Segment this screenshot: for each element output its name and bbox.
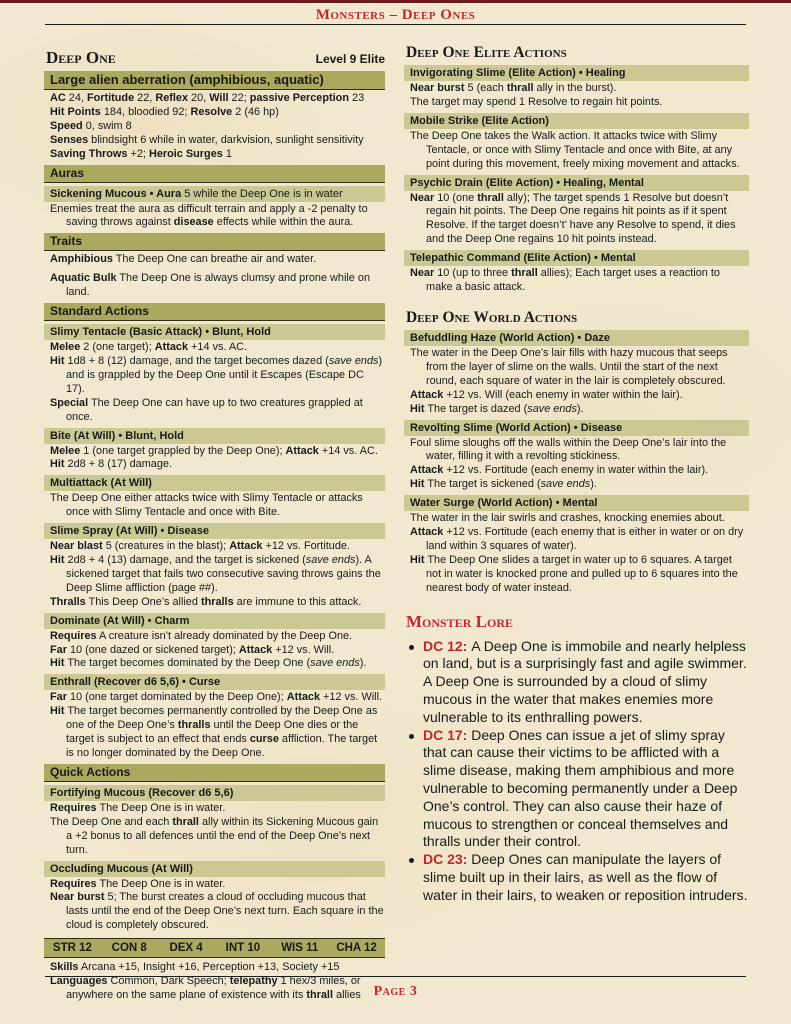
ability-score-int: INT 10 (225, 942, 261, 955)
body-line: Attack +12 vs. Will (each enemy in water within the lair). (410, 388, 683, 401)
body-line: Melee 1 (one target grappled by the Deep One); Attack +14 vs. AC. (50, 444, 378, 457)
section-header-bar: Traits (44, 233, 385, 251)
ability-scores-row (44, 938, 385, 958)
body-line: The Deep One takes the Walk action. It attacks twice with Slimy Tentacle, or once with Slimy Tentacle and once with Bite, at any point during this movement, freely mixing movement and attacks. (410, 129, 740, 170)
ability-header-bar: Dominate (At Will) • Charm (44, 613, 385, 629)
page-header-title: Monsters – Deep Ones (315, 7, 476, 23)
body-line: The Deep One either attacks twice with Slimy Tentacle or attacks once with Slimy Tentacle and once with Bite. (50, 492, 363, 519)
ability-header-bar: Telepathic Command (Elite Action) • Mental (404, 250, 749, 266)
page-top-border (0, 0, 791, 3)
bullet-icon (409, 645, 414, 650)
ability-header-bar: Multiattack (At Will) (44, 475, 385, 491)
ability-score-wis: WIS 11 (281, 942, 319, 955)
body-line: Attack +12 vs. Fortitude (each enemy in water within the lair). (410, 464, 709, 477)
lore-text: DC 17: Deep Ones can issue a jet of slimy spray that can cause their victims to be afflicted with a slime disease, making them amphibious and more vulnerable to becoming permanently under a Deep One’s control. They can also cause their haze of mucous to strengthen or conceal themselves and thralls under their control. (423, 726, 738, 850)
body-line: Senses blindsight 6 while in water, darkvision, sunlight sensitivity (50, 133, 364, 146)
body-line: Amphibious The Deep One can breathe air and water. (50, 253, 317, 266)
ability-header-bar: Enthrall (Recover d6 5,6) • Curse (44, 674, 385, 690)
lore-text: DC 23: Deep Ones can manipulate the layers of slime built up in their lairs, as well as the flow of water in their lairs, to weaken or reposition intruders. (423, 851, 748, 903)
ability-score-dex: DEX 4 (169, 942, 203, 955)
body-line: Special The Deep One can have up to two creatures grappled at once. (50, 396, 363, 423)
stat-block-column (44, 48, 385, 1003)
bullet-icon (409, 734, 414, 739)
body-line: Hit The target becomes dominated by the Deep One (save ends). (50, 657, 367, 670)
monster-lore-heading: Monster Lore (406, 611, 513, 631)
body-line: The Deep One and each thrall ally within its Sickening Mucous gain a +2 bonus to all defences until the end of the Deep One’s next turn. (50, 815, 379, 856)
body-line: Speed 0, swim 8 (50, 119, 132, 132)
body-line: Languages Common, Dark Speech; telepathy 1 hex/3 miles, or anywhere on the same plane of existence with its thrall allies (50, 975, 361, 1001)
body-line: Hit 2d8 + 8 (17) damage. (50, 458, 172, 471)
monster-type-bar: Large alien aberration (amphibious, aquatic) (44, 71, 385, 90)
lore-text: DC 12: A Deep One is immobile and nearly helpless on land, but is a surprisingly fast and agile swimmer. A Deep One is surrounded by a cloud of slimy mucous in the water that makes enemies more vulnerable to its enthralling powers. (423, 637, 747, 725)
body-line: AC 24, Fortitude 22, Reflex 20, Will 22; passive Perception 23 (50, 92, 365, 104)
body-line: Foul slime sloughs off the walls within the Deep One’s lair into the water, filling it with a revolting stickiness. (410, 436, 727, 463)
body-line: The water in the lair swirls and crashes, knocking enemies about. (410, 512, 725, 525)
lore-dc-label: DC 12: (423, 637, 472, 654)
body-line: Far 10 (one target dominated by the Deep One); Attack +12 vs. Will. (50, 691, 383, 704)
body-line: Thralls This Deep One’s allied thralls are immune to this attack. (50, 595, 362, 608)
body-line: Requires The Deep One is in water. (50, 877, 226, 890)
body-line: Near 10 (one thrall ally); The target spends 1 Resolve but doesn’t regain hit points. The Deep One regains hit points as if it spent Resolve. If the target doesn’t’ have any Resolve to spend, it dies and the Deep One regains 10 hit points instead. (410, 191, 736, 246)
ability-header-bar: Sickening Mucous • Aura 5 while the Deep One is in water (44, 186, 385, 202)
monster-level: Level 9 Elite (315, 52, 385, 66)
body-line: Requires A creature isn’t already dominated by the Deep One. (50, 629, 353, 642)
lore-item (404, 851, 749, 904)
body-line: Hit 1d8 + 8 (12) damage, and the target becomes dazed (save ends) and is grappled by the Deep One until it Escapes (Escape DC 17). (50, 354, 383, 395)
body-line: Far 10 (one dazed or sickened target); Attack +12 vs. Will. (50, 643, 335, 656)
page-footer (0, 982, 791, 1000)
body-line: Hit The target is dazed (save ends). (410, 402, 584, 415)
ability-header-bar: Fortifying Mucous (Recover d6 5,6) (44, 785, 385, 801)
ability-header-bar: Befuddling Haze (World Action) • Daze (404, 330, 749, 346)
lore-dc-label: DC 23: (423, 851, 472, 868)
stat-block-body (44, 92, 385, 1003)
ability-score-cha: CHA 12 (336, 942, 377, 955)
ability-header-bar: Psychic Drain (Elite Action) • Healing, Mental (404, 175, 749, 191)
action-group (404, 44, 749, 295)
lore-item (404, 638, 749, 727)
section-header-bar: Standard Actions (44, 303, 385, 321)
body-line: Attack +12 vs. Fortitude (each enemy that is either in water or on dry land within 3 squares of water). (410, 526, 744, 552)
body-line: Hit 2d8 + 4 (13) damage, and the target is sickened (save ends). A sickened target that fails two consecutive saving throws gains the Deep Slime affliction (page ##). (50, 554, 381, 594)
monster-name: Deep One (46, 48, 116, 67)
body-line: Hit The Deep One slides a target in water up to 6 squares. A target not in water is knocked prone and pulled up to 6 squares into the nearest body of water instead. (410, 553, 738, 594)
body-line: The target may spend 1 Resolve to regain hit points. (410, 95, 663, 108)
page-number: Page 3 (373, 984, 418, 999)
ability-header-bar: Bite (At Will) • Blunt, Hold (44, 428, 385, 444)
section-header-bar: Quick Actions (44, 764, 385, 782)
body-line: Skills Arcana +15, Insight +16, Perception +13, Society +15 (50, 961, 340, 974)
body-line: Near burst 5; The burst creates a cloud of occluding mucous that lasts until the end of the Deep One’s next turn. Each square in the cloud is completely obscured. (50, 891, 384, 932)
actions-column (404, 44, 749, 905)
ability-header-bar: Water Surge (World Action) • Mental (404, 495, 749, 511)
action-group-heading: Deep One Elite Actions (406, 44, 567, 61)
action-group (404, 309, 749, 596)
body-line: Melee 2 (one target); Attack +14 vs. AC. (50, 341, 248, 354)
body-line: Hit The target is sickened (save ends). (410, 478, 597, 491)
ability-header-bar: Mobile Strike (Elite Action) (404, 113, 749, 129)
body-line: Near burst 5 (each thrall ally in the burst). (410, 82, 617, 94)
body-line: Aquatic Bulk The Deep One is always clumsy and prone while on land. (50, 272, 371, 299)
action-group-heading: Deep One World Actions (406, 308, 578, 326)
ability-header-bar: Invigorating Slime (Elite Action) • Healing (404, 65, 749, 81)
footer-rule (45, 976, 746, 977)
page-header (0, 6, 791, 24)
ability-header-bar: Occluding Mucous (At Will) (44, 861, 385, 877)
section-header-bar: Auras (44, 165, 385, 183)
monster-lore-list (404, 638, 749, 905)
body-line: The water in the Deep One’s lair fills with hazy mucous that seeps from the layer of slime on the walls. Until the start of the next round, each square of water in the lair is completely obscured. (410, 346, 728, 387)
ability-header-bar: Slimy Tentacle (Basic Attack) • Blunt, Hold (44, 324, 385, 340)
body-line: Near blast 5 (creatures in the blast); Attack +12 vs. Fortitude. (50, 540, 350, 553)
bullet-icon (409, 858, 414, 863)
body-line: Saving Throws +2; Heroic Surges 1 (50, 147, 232, 160)
body-line: Hit The target becomes permanently controlled by the Deep One as one of the Deep One’s thralls until the Deep One dies or the target is subject to an effect that ends curse affliction. The target is no longer dominated by the Deep One. (50, 705, 378, 759)
ability-score-str: STR 12 (52, 942, 92, 955)
lore-dc-label: DC 17: (423, 726, 472, 743)
action-groups (404, 44, 749, 596)
body-line: Near 10 (up to three thrall allies); Each target uses a reaction to make a basic attack. (410, 267, 720, 294)
body-line: Hit Points 184, bloodied 92; Resolve 2 (46 hp) (50, 105, 279, 118)
ability-header-bar: Revolting Slime (World Action) • Disease (404, 420, 749, 436)
ability-score-con: CON 8 (111, 942, 147, 955)
body-line: Requires The Deep One is in water. (50, 801, 226, 814)
ability-header-bar: Slime Spray (At Will) • Disease (44, 523, 385, 539)
lore-item (404, 727, 749, 852)
stat-block-title-row (46, 48, 385, 68)
header-rule (45, 24, 746, 25)
body-line: Enemies treat the aura as difficult terrain and apply a -2 penalty to saving throws against disease effects while within the aura. (50, 202, 368, 229)
